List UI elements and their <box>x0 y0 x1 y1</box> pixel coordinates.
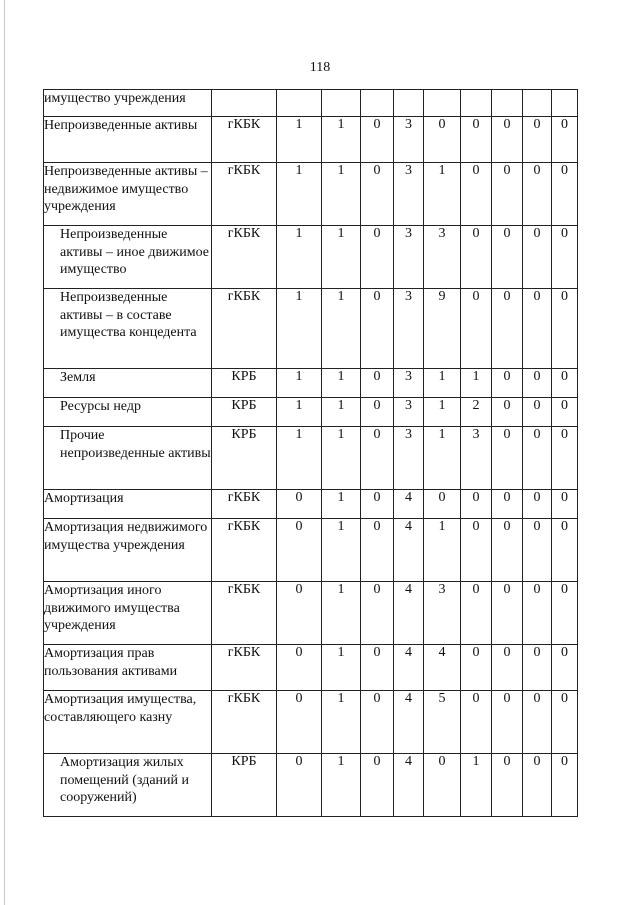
digit-cell: 0 <box>361 427 394 490</box>
digit-cell: 0 <box>361 226 394 289</box>
digit-cell: 0 <box>552 398 578 427</box>
digit-cell: 4 <box>394 490 424 519</box>
digit-cell: 0 <box>361 117 394 163</box>
digit-cell <box>492 90 523 117</box>
digit-cell: 0 <box>523 398 552 427</box>
table-row <box>44 163 578 226</box>
account-name-cell: Амортизация имущества, составляющего казну <box>44 691 212 754</box>
digit-cell: 3 <box>394 226 424 289</box>
digit-cell: 1 <box>277 369 322 398</box>
digit-cell: 1 <box>322 398 361 427</box>
digit-cell: 0 <box>461 691 492 754</box>
code-type-cell: КРБ <box>212 754 277 817</box>
digit-cell: 0 <box>552 163 578 226</box>
digit-cell: 0 <box>277 582 322 645</box>
digit-cell: 0 <box>552 519 578 582</box>
digit-cell: 0 <box>552 226 578 289</box>
digit-cell: 1 <box>322 691 361 754</box>
digit-cell: 1 <box>461 369 492 398</box>
digit-cell: 0 <box>424 490 461 519</box>
digit-cell: 0 <box>361 289 394 369</box>
code-type-cell: гКБК <box>212 691 277 754</box>
table-row <box>44 691 578 754</box>
table-row <box>44 90 578 117</box>
digit-cell: 0 <box>523 490 552 519</box>
code-type-cell: гКБК <box>212 117 277 163</box>
digit-cell: 1 <box>322 427 361 490</box>
digit-cell: 0 <box>492 226 523 289</box>
table-row <box>44 754 578 817</box>
digit-cell: 0 <box>523 427 552 490</box>
account-name-cell: Прочие непроизведенные активы <box>44 427 212 490</box>
digit-cell: 0 <box>523 519 552 582</box>
digit-cell: 0 <box>523 369 552 398</box>
digit-cell: 0 <box>461 490 492 519</box>
table-row <box>44 490 578 519</box>
account-name-cell: Ресурсы недр <box>44 398 212 427</box>
digit-cell: 3 <box>424 582 461 645</box>
table-row <box>44 117 578 163</box>
digit-cell: 1 <box>424 163 461 226</box>
digit-cell: 0 <box>361 519 394 582</box>
digit-cell: 0 <box>523 163 552 226</box>
digit-cell: 0 <box>492 490 523 519</box>
table-row <box>44 369 578 398</box>
digit-cell: 3 <box>394 289 424 369</box>
digit-cell: 0 <box>361 490 394 519</box>
digit-cell: 1 <box>277 289 322 369</box>
account-name-cell: Амортизация прав пользования активами <box>44 645 212 691</box>
digit-cell: 1 <box>322 289 361 369</box>
digit-cell <box>394 90 424 117</box>
digit-cell: 4 <box>394 754 424 817</box>
digit-cell: 0 <box>461 289 492 369</box>
digit-cell: 0 <box>492 163 523 226</box>
digit-cell: 0 <box>277 519 322 582</box>
code-type-cell <box>212 90 277 117</box>
code-type-cell: гКБК <box>212 226 277 289</box>
digit-cell: 4 <box>394 519 424 582</box>
digit-cell: 0 <box>361 691 394 754</box>
digit-cell: 0 <box>492 369 523 398</box>
digit-cell: 0 <box>552 369 578 398</box>
digit-cell: 3 <box>394 398 424 427</box>
digit-cell: 3 <box>394 117 424 163</box>
code-type-cell: КРБ <box>212 369 277 398</box>
digit-cell: 0 <box>523 226 552 289</box>
digit-cell: 0 <box>361 645 394 691</box>
digit-cell: 4 <box>394 582 424 645</box>
digit-cell: 3 <box>394 369 424 398</box>
page-edge <box>4 0 5 905</box>
digit-cell: 0 <box>552 490 578 519</box>
account-name-cell: Непроизведенные активы – в составе имущества концедента <box>44 289 212 369</box>
digit-cell: 9 <box>424 289 461 369</box>
table-row <box>44 645 578 691</box>
digit-cell <box>523 90 552 117</box>
code-type-cell: гКБК <box>212 519 277 582</box>
account-name-cell: Амортизация иного движимого имущества учреждения <box>44 582 212 645</box>
digit-cell: 1 <box>322 519 361 582</box>
digit-cell: 0 <box>523 754 552 817</box>
digit-cell: 1 <box>322 117 361 163</box>
code-type-cell: гКБК <box>212 490 277 519</box>
digit-cell: 0 <box>492 691 523 754</box>
digit-cell: 0 <box>461 645 492 691</box>
digit-cell <box>277 90 322 117</box>
account-name-cell: Непроизведенные активы <box>44 117 212 163</box>
digit-cell: 0 <box>552 117 578 163</box>
digit-cell: 0 <box>552 645 578 691</box>
digit-cell: 0 <box>552 289 578 369</box>
digit-cell: 0 <box>552 582 578 645</box>
digit-cell: 1 <box>322 369 361 398</box>
digit-cell: 0 <box>492 289 523 369</box>
digit-cell: 0 <box>523 289 552 369</box>
digit-cell: 1 <box>322 645 361 691</box>
account-name-cell: Амортизация жилых помещений (зданий и сооружений) <box>44 754 212 817</box>
digit-cell: 0 <box>361 369 394 398</box>
digit-cell <box>322 90 361 117</box>
digit-cell: 0 <box>492 427 523 490</box>
digit-cell: 0 <box>461 582 492 645</box>
digit-cell: 0 <box>361 582 394 645</box>
digit-cell: 4 <box>394 691 424 754</box>
digit-cell: 1 <box>277 398 322 427</box>
digit-cell: 0 <box>277 645 322 691</box>
digit-cell: 0 <box>361 754 394 817</box>
page-number: 118 <box>309 60 331 75</box>
digit-cell: 0 <box>277 691 322 754</box>
digit-cell: 0 <box>361 163 394 226</box>
digit-cell: 4 <box>394 645 424 691</box>
table-row <box>44 226 578 289</box>
code-type-cell: гКБК <box>212 582 277 645</box>
account-name-cell: Амортизация <box>44 490 212 519</box>
digit-cell: 1 <box>424 519 461 582</box>
digit-cell: 0 <box>424 117 461 163</box>
digit-cell: 1 <box>277 163 322 226</box>
table-row <box>44 398 578 427</box>
digit-cell: 3 <box>394 427 424 490</box>
digit-cell: 4 <box>424 645 461 691</box>
digit-cell: 1 <box>277 226 322 289</box>
digit-cell: 0 <box>461 163 492 226</box>
digit-cell: 0 <box>523 691 552 754</box>
digit-cell: 0 <box>461 117 492 163</box>
account-name-cell: Амортизация недвижимого имущества учреждения <box>44 519 212 582</box>
digit-cell <box>424 90 461 117</box>
digit-cell: 3 <box>394 163 424 226</box>
table-row <box>44 427 578 490</box>
digit-cell: 0 <box>523 645 552 691</box>
digit-cell: 2 <box>461 398 492 427</box>
account-name-cell: Непроизведенные активы – иное движимое имущество <box>44 226 212 289</box>
digit-cell: 0 <box>523 582 552 645</box>
code-type-cell: КРБ <box>212 427 277 490</box>
digit-cell: 0 <box>492 645 523 691</box>
account-name-cell: имущество учреждения <box>44 90 212 117</box>
digit-cell: 3 <box>424 226 461 289</box>
code-type-cell: гКБК <box>212 645 277 691</box>
digit-cell: 0 <box>492 398 523 427</box>
digit-cell: 0 <box>492 754 523 817</box>
digit-cell: 5 <box>424 691 461 754</box>
digit-cell: 1 <box>322 754 361 817</box>
digit-cell: 0 <box>277 754 322 817</box>
account-name-cell: Земля <box>44 369 212 398</box>
account-name-cell: Непроизведенные активы – недвижимое имущество учреждения <box>44 163 212 226</box>
digit-cell: 1 <box>424 427 461 490</box>
digit-cell: 1 <box>322 163 361 226</box>
digit-cell: 0 <box>492 519 523 582</box>
digit-cell: 0 <box>523 117 552 163</box>
digit-cell: 3 <box>461 427 492 490</box>
digit-cell <box>552 90 578 117</box>
digit-cell: 1 <box>461 754 492 817</box>
digit-cell <box>361 90 394 117</box>
account-code-table <box>43 89 578 817</box>
table-row <box>44 289 578 369</box>
digit-cell: 0 <box>461 519 492 582</box>
digit-cell: 0 <box>552 427 578 490</box>
code-type-cell: гКБК <box>212 289 277 369</box>
table-row <box>44 582 578 645</box>
table-row <box>44 519 578 582</box>
digit-cell: 0 <box>361 398 394 427</box>
digit-cell <box>461 90 492 117</box>
digit-cell: 0 <box>492 582 523 645</box>
digit-cell: 1 <box>322 490 361 519</box>
digit-cell: 1 <box>277 117 322 163</box>
digit-cell: 1 <box>424 369 461 398</box>
digit-cell: 0 <box>461 226 492 289</box>
digit-cell: 1 <box>322 582 361 645</box>
digit-cell: 0 <box>424 754 461 817</box>
code-type-cell: гКБК <box>212 163 277 226</box>
digit-cell: 0 <box>552 754 578 817</box>
code-type-cell: КРБ <box>212 398 277 427</box>
digit-cell: 0 <box>552 691 578 754</box>
digit-cell: 1 <box>424 398 461 427</box>
digit-cell: 0 <box>492 117 523 163</box>
digit-cell: 0 <box>277 490 322 519</box>
digit-cell: 1 <box>277 427 322 490</box>
digit-cell: 1 <box>322 226 361 289</box>
